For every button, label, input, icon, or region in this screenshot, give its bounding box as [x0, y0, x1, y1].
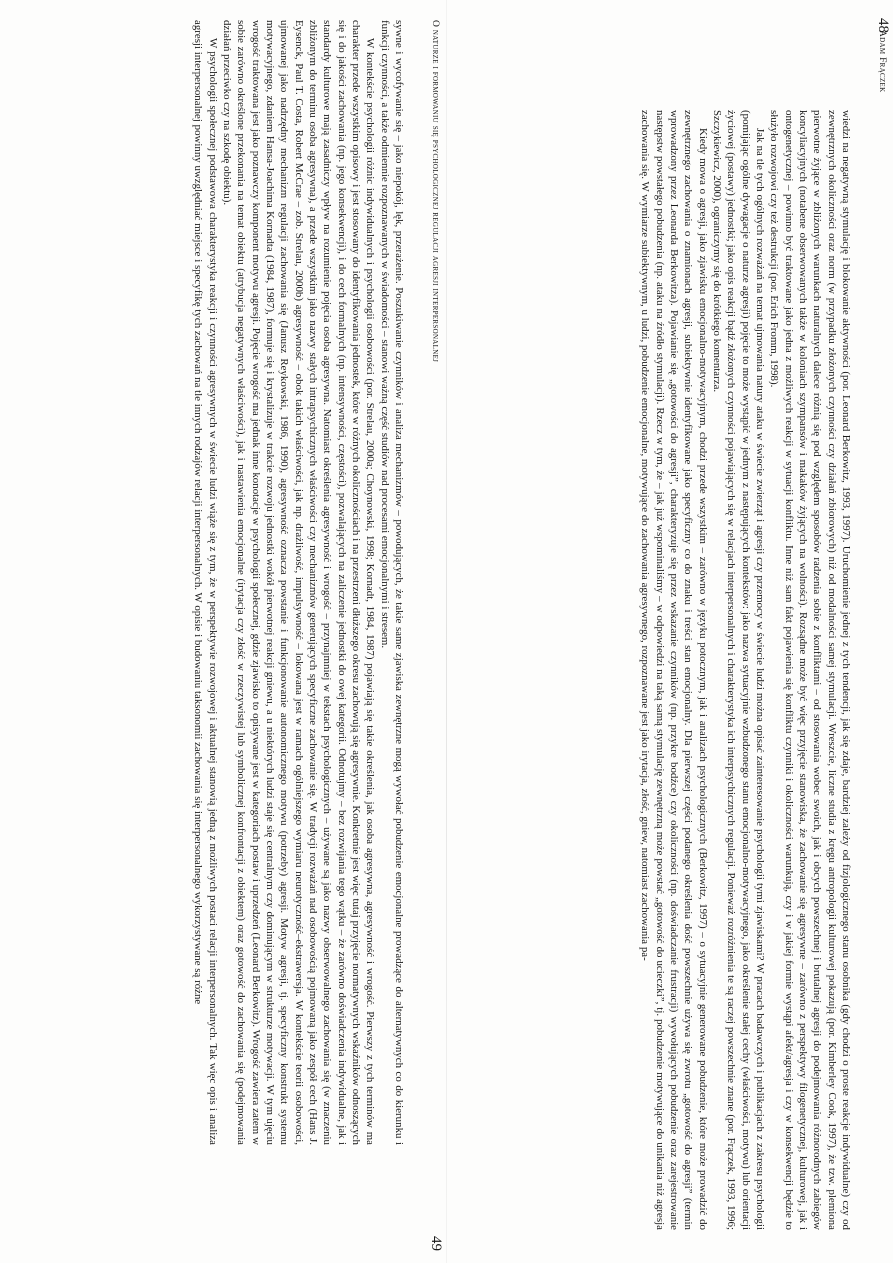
- left-page: [447, 0, 893, 1263]
- paragraph: W kontekście psychologii różnic indywidualnych i psychologii osobowości (por. Strelau, 2000a; Choynowski, 1998; Kornadt, 1984, 1987) pojawiają się takie określenia, jak osoba agresywna, agresywność i wrogość. Pierwszy z tych terminów ma charakter przede wszystkim opisowy i jest stosowany do identyfikowania jednostek, które w różnych okolicznościach i na przestrzeni dłuższego okresu zachowują się agresywnie. Konkretnie jest więc tutaj przyjęcie normatywnych wskaźników odnoszących się i do jakości zachowania (np. jego konsekwencji), i do cech formalnych (np. intensywności, częstości), pozwalających na zaliczenie jednostki do owej kategorii. Odnotujmy – bez rozwijania tego wątku – że zarówno doświadczenia indywidualne, jak i standardy kulturowe mają zasadniczy wpływ na rozumienie pojęcia osoba agresywna. Natomiast określenia agresywność i wrogość – przynajmniej w tekstach psychologicznych – używane są jako nazwy obserwowalnego zachowania się (w znaczeniu zbliżonym do terminu osoba agresywna), a przede wszystkim jako nazwy stałych intrapsychicznych właściwości czy mechanizmów generujących specyficzne zachowanie się. W tradycji rozważań nad osobowością pojmowaną jako zespół cech (Hans J. Eysenck, Paul T. Costa, Robert McCrae – zob. Strelau, 2000b) agresywność – obok takich właściwości, jak np. drażliwość, impulsywność – lokowana jest w ramach ogólniejszego wymiaru neurotyczność–ekstrawersja. W kontekście teorii osobowości, ujmowanej jako nadrzędny mechanizm regulacji zachowania się (Janusz Reykowski, 1986, 1990), agresywność oznacza powstanie i funkcjonowanie autonomicznego motywu (potrzeby) agresji. Motyw agresji, tj. specyficzny konstrukt systemu motywacyjnego, zdaniem Hansa-Joachima Kornadta (1984, 1987), formuje się i krystalizuje w trakcie rozwoju jednostki wokół pierwotnej reakcji gniewu, a u niektórych ludzi staje się centralnym czy dominującym w strukturze motywacji. W tym ujęciu wrogość traktowana jest jako poznawczy komponent motywu agresji. Pojęcie wrogość ma jednak inne konotacje w psychologii społecznej, gdzie zjawisko to opisywane jest w kategoriach postaw i uprzedzeń (Leonard Berkowitz). Wrogość zawiera zatem w sobie zarówno określone przekonania na temat obiektu (atrybucja negatywnych właściwości), jak i nastawienia emocjonalne (irytacja czy złość w rzeczywistej lub symbolicznej konfrontacji z obiektem) oraz gotowość do zachowania się (podejmowania działań przeciwko czy na szkodę obiektu).: [220, 20, 377, 1145]
- left-page-body: [453, 110, 853, 1230]
- right-page-body: [6, 20, 406, 1145]
- paragraph: wiedzi na negatywną stymulację i blokowanie aktywności (por. Leonard Berkowitz, 1993, 1997). Uruchomienie jednej z tych tendencji, jak się zdaje, bardziej zależy od fizjologicznego stanu osobnika (gdy chodzi o proste reakcje indywidualne) czy od zewnętrznych okoliczności oraz norm (w przypadku złożonych czynności czy działań zbiorowych) niż od modalności samej stymulacji. Wreszcie, liczne studia z kręgu antropologii kulturowej pokazują (por. Kimberley Cook, 1997), że tzw. plemiona pierwotne żyjące w zbliżonych warunkach naturalnych dalece różnią się pod względem sposobów radzenia sobie z konfliktami – od stosowania wobec swoich, jak i obcych powszechnej i brutalnej agresji do podejmowania różnorodnych zabiegów koncyliacyjnych (notabene obserwowanych także w koloniach szympansów i makaków żyjących na wolności). Rozsądne może być więc przyjęcie stanowiska, że zachowanie się agresywne – zarówno z perspektywy filogenetycznej, kulturowej, jak i ontogenetycznej – powinno być traktowane jako jedna z możliwych reakcji w sytuacji konfliktu. Inne niż sam fakt pojawienia się konfliktu czynniki i okoliczności warunkują, czy i w jakiej formie wystąpi afekt/agresja i czy w konsekwencji będzie to służyło rozwojowi czy też destrukcji (por. Erich Fromm, 1998).: [768, 110, 852, 1230]
- right-page: [0, 0, 446, 1263]
- paragraph: Jak na tle tych ogólnych rozważań na temat ujmowania natury ataku w świecie zwierząt i agresji czy przemocy w świecie ludzi można opisać zainteresowanie psychologii tymi zjawiskami? W pracach badawczych i publikacjach z zakresu psychologii (pomijając ogólne dywagacje o naturze agresji) pojęcie to może wystąpić w jednym z następujących kontekstów: jako nazwa sytuacyjnie wzbudzonego stanu emocjonalno-motywacyjnego, jako określenie stałej cechy (właściwości, motywu) lub orientacji życiowej (postawy) jednostki; jako opis reakcji bądź złożonych czynności pojawiających się w relacjach interpersonalnych i charakterystyka ich interpsychicznych regulacji. Ponieważ rozróżnienia te są raczej powszechnie znane (por. Frączek, 1993, 1996; Szczykiewicz, 2000), ograniczymy się do krótkiego komentarza.: [710, 110, 766, 1230]
- page-number-right: 49: [428, 1236, 444, 1251]
- paragraph: W psychologii społecznej podstawowa charakterystyka reakcji i czynności agresywnych w świecie ludzi wiąże się z tym, że w perspektywie rozwojowej i aktualnej stanowią jedną z możliwych postaci relacji interpersonalnych. Tak więc opis i analiza agresji interpersonalnej powinny uwzględniać miejsce i specyfikę tych zachowań na tle innych rodzajów relacji interpersonalnych. W opisie i budowaniu taksonomii zachowania się interpersonalnego wykorzystywane są różne: [192, 20, 219, 1145]
- paragraph: sywne i wycofywanie się – jako niepokój, lęk, przerażenie. Poszukiwanie czynników i analiza mechanizmów – powodujących, że takie same zjawiska zewnętrzne mogą wywołać pobudzenie emocjonalne prowadzące do alternatywnych co do kierunku i funkcji czynności, a także odmiennie rozpoznawanych w świadomości – stanowi ważną część studiów nad procesami emocjonalnymi i stresem.: [378, 20, 405, 1145]
- paragraph: Kiedy mowa o agresji, jako zjawisku emocjonalno-motywacyjnym, chodzi przede wszystkim – zarówno w języku potocznym, jak i analizach psychologicznych (Berkowitz, 1997) – o sytuacyjnie generowane pobudzenie, które może prowadzić do zewnętrznego zachowania o znamionach agresji, subiektywnie identyfikowane jako specyficzny co do znaku i treści stan emocjonalny. Dla pierwszej części podanego określenia dość powszechnie używa się zwrotu „gotowość do agresji” (termin wprowadzony przez Leonarda Berkowitza). Pojawianie się „gotowości do agresji”, charakteryzuje się przez wskazanie czynników (np. przykre bodźce) czy okoliczności (np. doświadczanie frustracji) wywołujących pobudzenie oraz zarejestrowanie następstw powstałego pobudzenia (np. ataku na źródło stymulacji). Rzecz w tym, że – jak już wspominaliśmy – w odpowiedzi na taką samą stymulację zewnętrzną może powstać „gotowość do ucieczki”, tj. pobudzenie motywujące do unikania niż agresja zachowania się. W wymiarze subiektywnym, u ludzi, pobudzenie emocjonalne, motywujące do zachowania agresywnego, rozpoznawane jest jako irytacja, złość, gniew, natomiast zachowania pa-: [639, 110, 709, 1230]
- running-head-left: Adam Frączek: [877, 30, 887, 93]
- book-gutter: [446, 0, 447, 1263]
- page-number-left: 48: [875, 18, 891, 33]
- running-head-right: O naturze i formowaniu się psychologicznej regulacji agresji interpersonalnej: [430, 20, 440, 363]
